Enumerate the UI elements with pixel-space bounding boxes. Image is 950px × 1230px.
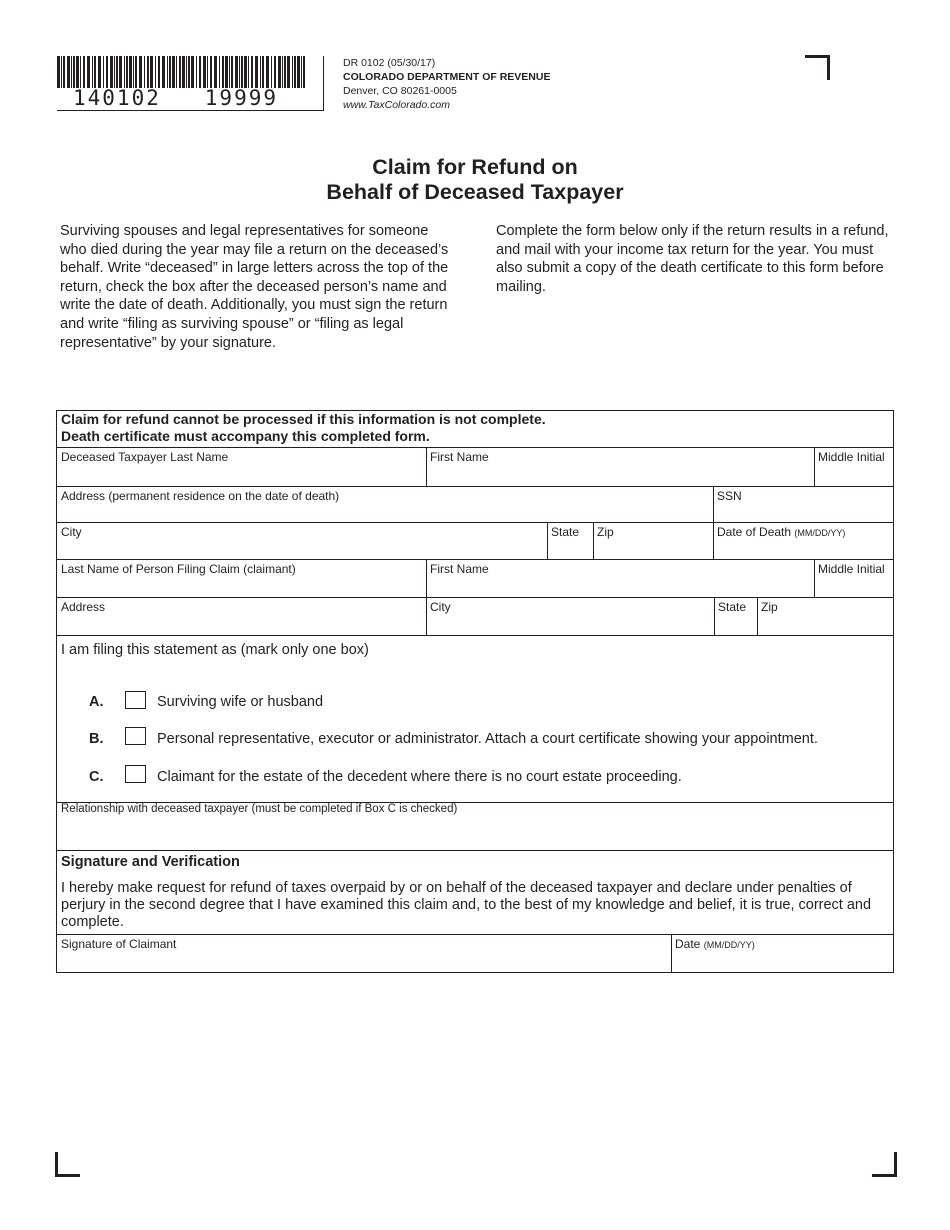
title-line-1: Claim for Refund on [372, 155, 578, 179]
date-of-death-label: Date of Death [717, 525, 792, 539]
warning-line-2: Death certificate must accompany this completed form. [61, 428, 430, 444]
crop-mark-bottom-left [55, 1152, 80, 1177]
claimant-last-name-field[interactable]: Last Name of Person Filing Claim (claimant) [61, 562, 296, 576]
signature-date-field[interactable] [671, 934, 755, 952]
website-link[interactable]: www.TaxColorado.com [343, 99, 450, 111]
signature-declaration: I hereby make request for refund of taxes overpaid by or on behalf of the deceased taxpayer and declare under penalties of perjury in the second degree that I have examined this claim and, to the best of my knowledge and belief, it is true, correct and complete. [61, 880, 872, 930]
intro-left-paragraph: Surviving spouses and legal representatives for someone who died during the year may file a return on the deceased’s behalf. Write “deceased” in large letters across the top of the return, check the box after the deceased person’s name and write the date of death. Additionally, you must sign the return and write “filing as surviving spouse” or “filing as legal representative” by your signature. [60, 223, 449, 351]
crop-mark-top-right [805, 55, 830, 80]
option-a-letter: A. [89, 694, 104, 710]
option-a-checkbox[interactable] [125, 691, 146, 709]
deceased-middle-initial-field[interactable]: Middle Initial [818, 450, 885, 464]
department-address: Denver, CO 80261-0005 [343, 85, 457, 97]
intro-right-paragraph: Complete the form below only if the return results in a refund, and mail with your income tax return for the year. You must also submit a copy of the death certificate to this form before mailing. [496, 223, 889, 295]
warning-line-1: Claim for refund cannot be processed if this information is not complete. [61, 411, 546, 427]
option-b-checkbox[interactable] [125, 727, 146, 745]
signature-date-label: Date [675, 937, 701, 951]
department-name: COLORADO DEPARTMENT OF REVENUE [343, 71, 551, 83]
deceased-first-name-field[interactable]: First Name [430, 450, 489, 464]
barcode [57, 56, 309, 88]
option-c-label: Claimant for the estate of the decedent where there is no court estate proceeding. [157, 769, 682, 785]
option-a-label: Surviving wife or husband [157, 694, 324, 710]
claimant-city-field[interactable]: City [430, 600, 451, 614]
ssn-field[interactable]: SSN [717, 489, 742, 503]
option-b-label: Personal representative, executor or administrator. Attach a court certificate showing your appointment. [157, 731, 818, 747]
filing-prompt: I am filing this statement as (mark only one box) [61, 642, 369, 658]
date-of-death-field[interactable] [713, 522, 845, 540]
claimant-state-field[interactable]: State [718, 600, 747, 614]
form-warning [61, 411, 546, 445]
barcode-number: 140102 19999 [73, 86, 279, 110]
signature-heading: Signature and Verification [61, 854, 240, 870]
barcode-rule [57, 110, 324, 111]
claimant-middle-initial-field[interactable]: Middle Initial [818, 562, 885, 576]
deceased-address-field[interactable]: Address (permanent residence on the date of death) [61, 489, 340, 503]
form-number: DR 0102 (05/30/17) [343, 57, 436, 69]
deceased-city-field[interactable]: City [61, 525, 82, 539]
date-of-death-format: (MM/DD/YY) [794, 528, 846, 538]
deceased-zip-field[interactable]: Zip [597, 525, 614, 539]
title-line-2: Behalf of Deceased Taxpayer [326, 180, 624, 204]
signature-field[interactable]: Signature of Claimant [61, 937, 177, 951]
claimant-first-name-field[interactable]: First Name [430, 562, 489, 576]
option-c-checkbox[interactable] [125, 765, 146, 783]
claim-form [56, 410, 894, 973]
deceased-last-name-field[interactable]: Deceased Taxpayer Last Name [61, 450, 229, 464]
crop-mark-bottom-right [872, 1152, 897, 1177]
form-header [343, 56, 550, 112]
page-title [0, 155, 950, 205]
barcode-rule-vertical [323, 56, 324, 111]
relationship-field[interactable]: Relationship with deceased taxpayer (must be completed if Box C is checked) [61, 803, 458, 815]
option-b-letter: B. [89, 731, 104, 747]
deceased-state-field[interactable]: State [551, 525, 580, 539]
claimant-address-field[interactable]: Address [61, 600, 106, 614]
option-c-letter: C. [89, 769, 104, 785]
signature-date-format: (MM/DD/YY) [703, 940, 755, 950]
claimant-zip-field[interactable]: Zip [761, 600, 778, 614]
